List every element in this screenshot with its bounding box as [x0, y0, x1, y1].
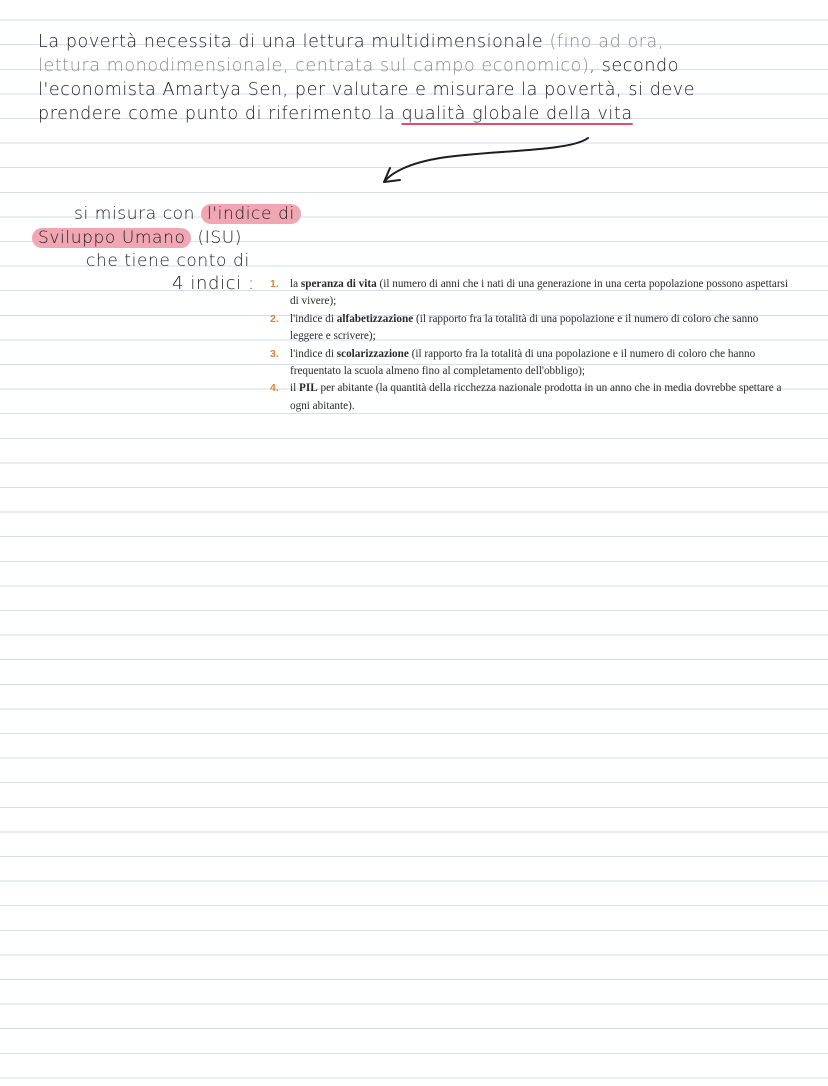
list-item	[270, 346, 790, 381]
highlight-indice: l'indice di	[201, 204, 301, 224]
underlined-phrase: qualità globale della vita	[401, 104, 633, 124]
list-item	[270, 311, 790, 346]
misura-text: si misura con	[74, 204, 196, 224]
list-text	[290, 346, 790, 381]
list-number: 2.	[270, 312, 279, 325]
isu-acronym: (ISU)	[197, 228, 242, 248]
note-line-1-aside: (fino ad ora,	[549, 32, 665, 52]
quattro-indici-line: 4 indici :	[172, 273, 255, 294]
list-text-pre: la	[290, 278, 301, 290]
list-text-post: per abitante (la quantità della ricchezza nazionale prodotta in un anno che in media dovrebbe spettare a ogni abitante).	[290, 382, 782, 412]
isu-line	[32, 226, 242, 250]
list-text-post: (il numero di anni che i nati di una generazione in una certa popolazione possono aspettarsi di vivere);	[290, 278, 789, 308]
list-text-bold: PIL	[299, 382, 318, 395]
textbook-excerpt	[270, 276, 790, 415]
list-text-bold: speranza di vita	[300, 278, 377, 290]
list-item	[270, 276, 790, 311]
list-text-bold: scolarizzazione	[336, 347, 409, 360]
list-text	[290, 311, 790, 346]
list-text-bold: alfabetizzazione	[336, 312, 414, 325]
highlight-sviluppo-umano: Sviluppo Umano	[32, 228, 191, 248]
list-text	[290, 276, 790, 311]
list-text-pre: l'indice di	[290, 347, 337, 360]
list-text-post: (il rapporto fra la totalità di una popolazione e il numero di coloro che hanno frequentato la scuola almeno fino al completamento dell'obbligo);	[290, 347, 756, 378]
list-number: 3.	[270, 347, 279, 360]
misura-line	[74, 202, 301, 226]
note-line-2-main: , secondo	[589, 56, 680, 76]
list-number: 4.	[270, 382, 279, 395]
note-line-4-main: prendere come punto di riferimento la	[38, 104, 396, 124]
tiene-conto-line: che tiene conto di	[86, 251, 250, 271]
list-text-pre: l'indice di	[290, 312, 337, 325]
list-text	[290, 380, 790, 415]
note-line-1	[38, 30, 664, 54]
curved-arrow-icon	[370, 128, 600, 198]
note-line-2-aside: lettura monodimensionale, centrata sul campo economico)	[38, 56, 590, 76]
note-line-1-main: La povertà necessita di una lettura multidimensionale	[38, 32, 544, 52]
note-line-3: l'economista Amartya Sen, per valutare e misurare la povertà, si deve	[38, 80, 696, 100]
list-number: 1.	[270, 278, 279, 290]
note-line-2	[38, 54, 679, 78]
note-line-4	[38, 102, 633, 126]
list-item	[270, 380, 790, 415]
list-text-post: (il rapporto fra la totalità di una popolazione e il numero di coloro che sanno leggere e scrivere);	[290, 312, 759, 343]
list-text-pre: il	[290, 382, 300, 395]
